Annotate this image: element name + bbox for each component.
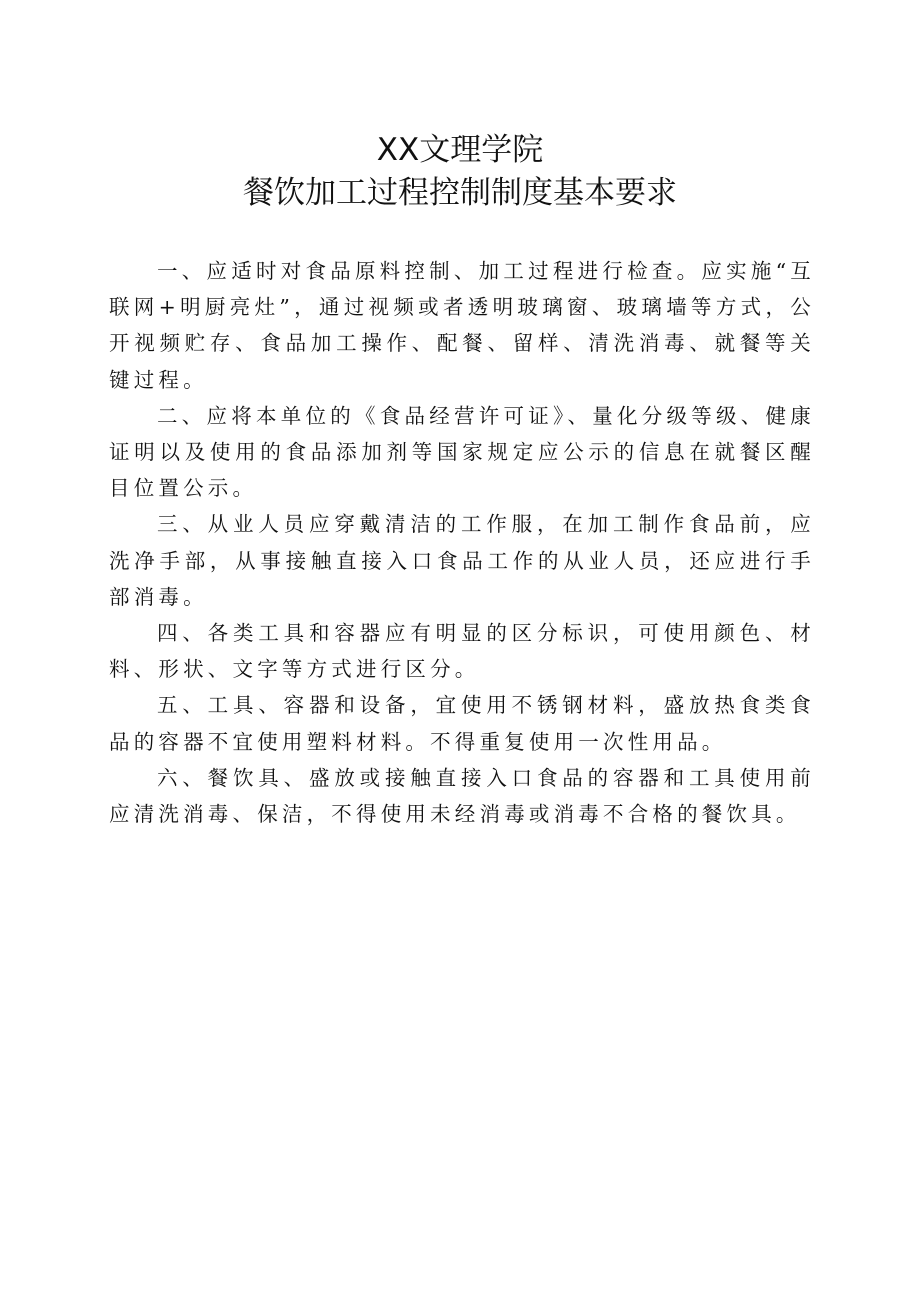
- paragraph-2: 二、应将本单位的《食品经营许可证》、量化分级等级、健康证明以及使用的食品添加剂等国家规定应公示的信息在就餐区醒目位置公示。: [109, 403, 815, 501]
- document-title-main: 餐饮加工过程控制制度基本要求: [243, 175, 677, 211]
- paragraph-1: 一、应适时对食品原料控制、加工过程进行检查。应实施“互联网+明厨亮灶”，通过视频或者透明玻璃窗、玻璃墙等方式，公开视频贮存、食品加工操作、配餐、留样、清洗消毒、就餐等关键过程。: [109, 259, 815, 392]
- paragraph-5: 五、工具、容器和设备，宜使用不锈钢材料，盛放热食类食品的容器不宜使用塑料材料。不得重复使用一次性用品。: [109, 693, 815, 754]
- document-body: [109, 253, 815, 832]
- paragraph-6: 六、餐饮具、盛放或接触直接入口食品的容器和工具使用前应清洗消毒、保洁，不得使用未经消毒或消毒不合格的餐饮具。: [109, 765, 815, 827]
- paragraph-3: 三、从业人员应穿戴清洁的工作服，在加工制作食品前，应洗净手部，从事接触直接入口食品工作的从业人员，还应进行手部消毒。: [109, 512, 815, 609]
- paragraph-4: 四、各类工具和容器应有明显的区分标识，可使用颜色、材料、形状、文字等方式进行区分。: [109, 621, 815, 682]
- document-title-institution: XX文理学院: [376, 132, 544, 168]
